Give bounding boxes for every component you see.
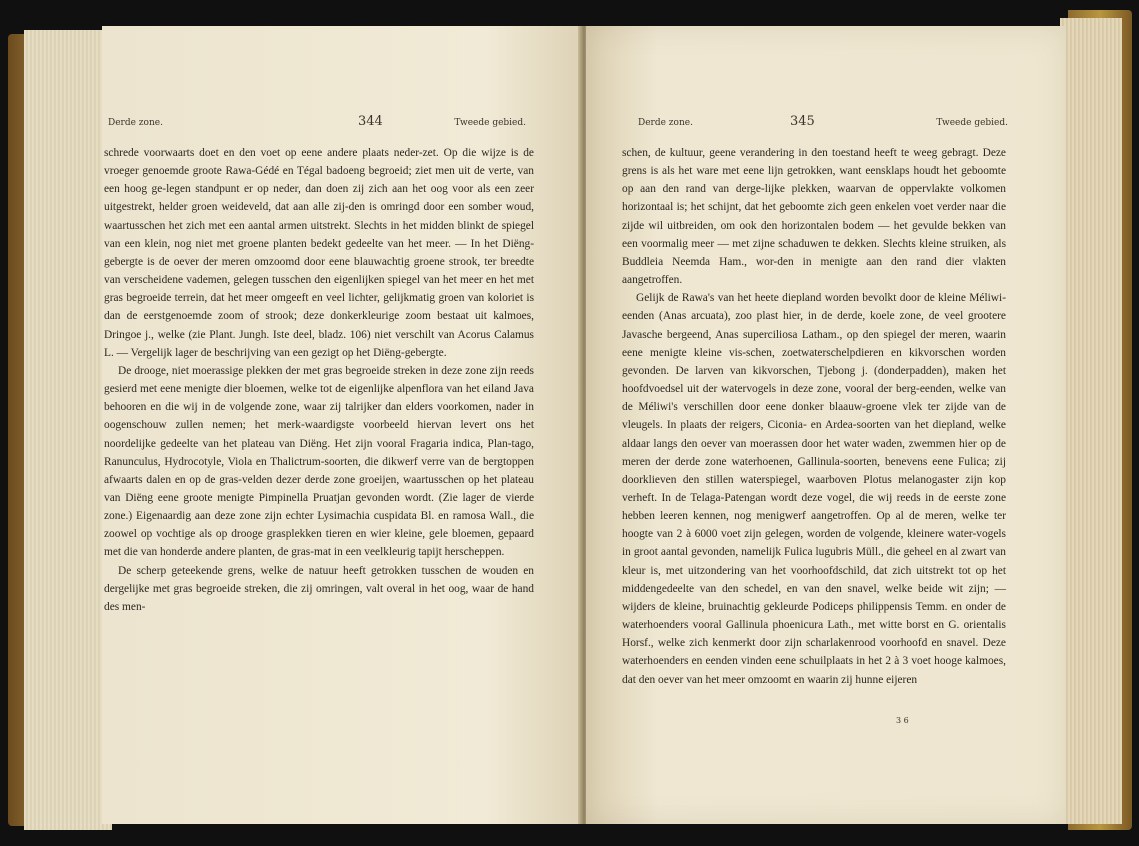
right-page: [586, 26, 1066, 824]
left-page: [0, 26, 582, 824]
left-header-region: Tweede gebied.: [454, 118, 526, 128]
right-page-number: 345: [790, 114, 815, 129]
right-page-header: [638, 114, 1008, 138]
signature-mark: 3 6: [896, 716, 909, 725]
right-header-region: Tweede gebied.: [936, 118, 1008, 128]
right-paragraph-1: schen, de kultuur, geene verandering in den toestand heeft te weeg gebragt. Deze grens is als het ware met eene lijn getrokken, want eensklaps houdt het geboomte op aan den rand van derge-lijke plekken, waarvan de oppervlakte volkomen horizontaal is; het schijnt, dat het geboomte zich geen enkelen voet verder naar die zijde wil uitbreiden, om ook den horizontalen bodem — het gevulde bekken van een voormalig meer — met zijne schaduwen te dekken. Slechts kleine struiken, als Buddleia Neemda Ham., wor-den in menigte aan den rand dier vlakten aangetroffen.: [622, 147, 1006, 287]
left-page-body: [104, 144, 534, 616]
left-paragraph-1: schrede voorwaarts doet en den voet op eene andere plaats neder-zet. Op die wijze is de vroeger genoemde groote Rawa-Gédé en Tégal badoeng begroeid; ziet men uit de verte, van een hoog ge-legen standpunt er op neder, dan doen zij zich aan het oog voor als een zeer uitgestrekt, helder groen weideveld, dat aan alle zij-den is omringd door een somber woud, waartusschen het zich met een aantal armen uitstrekt. Slechts in het midden blinkt de spiegel van een klein, nog niet met groene planten bedekt gedeelte van het meer. — In het Diëng-gebergte is de oever der meren omzoomd door eene blauwachtig groene strook, ter breedte van verscheidene vademen, gelegen tusschen den eigenlijken spiegel van het meer en het met gras begroeide terrein, dat het meer omgeeft en veel lichter, gelijkmatig groen van koloriet is dan de eerstgenoemde zoom of strook; deze donkerkleurige zoom bestaat uit kalmoes, Dringoe j., welke (zie Plant. Jungh. Iste deel, bladz. 106) niet verschilt van Acorus Calamus L. — Vergelijk lager de beschrijving van een gezigt op het Diëng-gebergte.: [104, 147, 534, 359]
left-header-section: Derde zone.: [108, 118, 163, 128]
left-page-header: [108, 114, 526, 138]
left-page-number: 344: [358, 114, 383, 129]
right-page-body: [622, 144, 1006, 689]
right-page-edges: [1060, 18, 1122, 824]
right-paragraph-2: Gelijk de Rawa's van het heete diepland worden bevolkt door de kleine Méliwi-eenden (Anas arcuata), zoo plast hier, in de derde, koele zone, de veel grootere Javasche bergeend, Anas superciliosa Latham., op den spiegel der meren, waarin eene menigte kleine vis-schen, zoetwaterschelpdieren en kikvorschen worden gevonden. De larven van kikvorschen, Tjebong j. (donderpadden), maken het hoofdvoedsel uit der watervogels in deze zone, vooral der berg-eenden, welke van de Méliwi's verschillen door eene donker blaauw-groene vlek ter zijde van de vleugels. In plaats der reigers, Ciconia- en Ardea-soorten van het diepland, welke aldaar langs den oever van moerassen door het water waden, zwemmen hier op de meren der derde zone waterhoenen, Gallinula-soorten, benevens eene Fulica; zij doorklieven den stillen waterspiegel, waarboven Plotus melanogaster zijn kop verheft. In de Telaga-Patengan wordt deze vogel, die wij reeds in de eerste zone hebben leeren kennen, nog menigwerf aangetroffen. Op al de meren, welke ter hoogte van 2 à 6000 voet zijn gelegen, worden de volgende, kleinere water-vogels in groot aantal gevonden, namelijk Fulica lugubris Müll., die geheel en al zwart van kleur is, met uitzondering van het voorhoofdschild, dat zich uitstrekt tot op het middengedeelte van den schedel, en van den snavel, welke beide wit zijn; — wijders de kleine, bruinachtig gekleurde Podiceps philippensis Temm. en onder de waterhoenders vooral Gallinula phoenicura Lath., met witte borst en G. orientalis Horsf., welke zich kenmerkt door zijn scharlakenrood voorhoofd en snavel. Deze waterhoenders en eenden vinden eene schuilplaats in het 2 à 3 voet hooge kalmoes, dat den oever van het meer omzoomt en waarin zij hunne eijeren: [622, 292, 1006, 686]
right-header-section: Derde zone.: [638, 118, 693, 128]
left-paragraph-2: De drooge, niet moerassige plekken der met gras begroeide streken in deze zone zijn reeds gesierd met eene menigte dier bloemen, welke tot de eigenlijke alpenflora van het eiland Java behooren en die wij in de volgende zone, waar zij talrijker dan elders voorkomen, nader in oogenschouw zullen nemen; het merk-waardigste voorbeeld hiervan levert ons het noordelijke gedeelte van het plateau van Diëng. Het zijn vooral Fragaria indica, Plan-tago, Ranunculus, Hydrocotyle, Viola en Thalictrum-soorten, die dikwerf verre van de bergtoppen afwaarts dalen en op de gras-velden dezer derde zone groeijen, waartusschen op het plateau van Diëng eene groote menigte Pimpinella Pruatjan gevonden wordt. (Zie lager de vierde zone.) Eigenaardig aan deze zone zijn echter Lysimachia cuspidata Bl. en ramosa Wall., die zoowel op vochtige als op drooge grasplekken tieren en wier kleine, gele bloemen, gepaard met die van honderde andere planten, de gras-mat in een veelkleurig tapijt herscheppen.: [104, 364, 534, 559]
left-paragraph-3: De scherp geteekende grens, welke de natuur heeft getrokken tusschen de wouden en dergelijke met gras begroeide streken, die zij omringen, valt overal in het oog, waar de hand des men-: [104, 564, 534, 613]
